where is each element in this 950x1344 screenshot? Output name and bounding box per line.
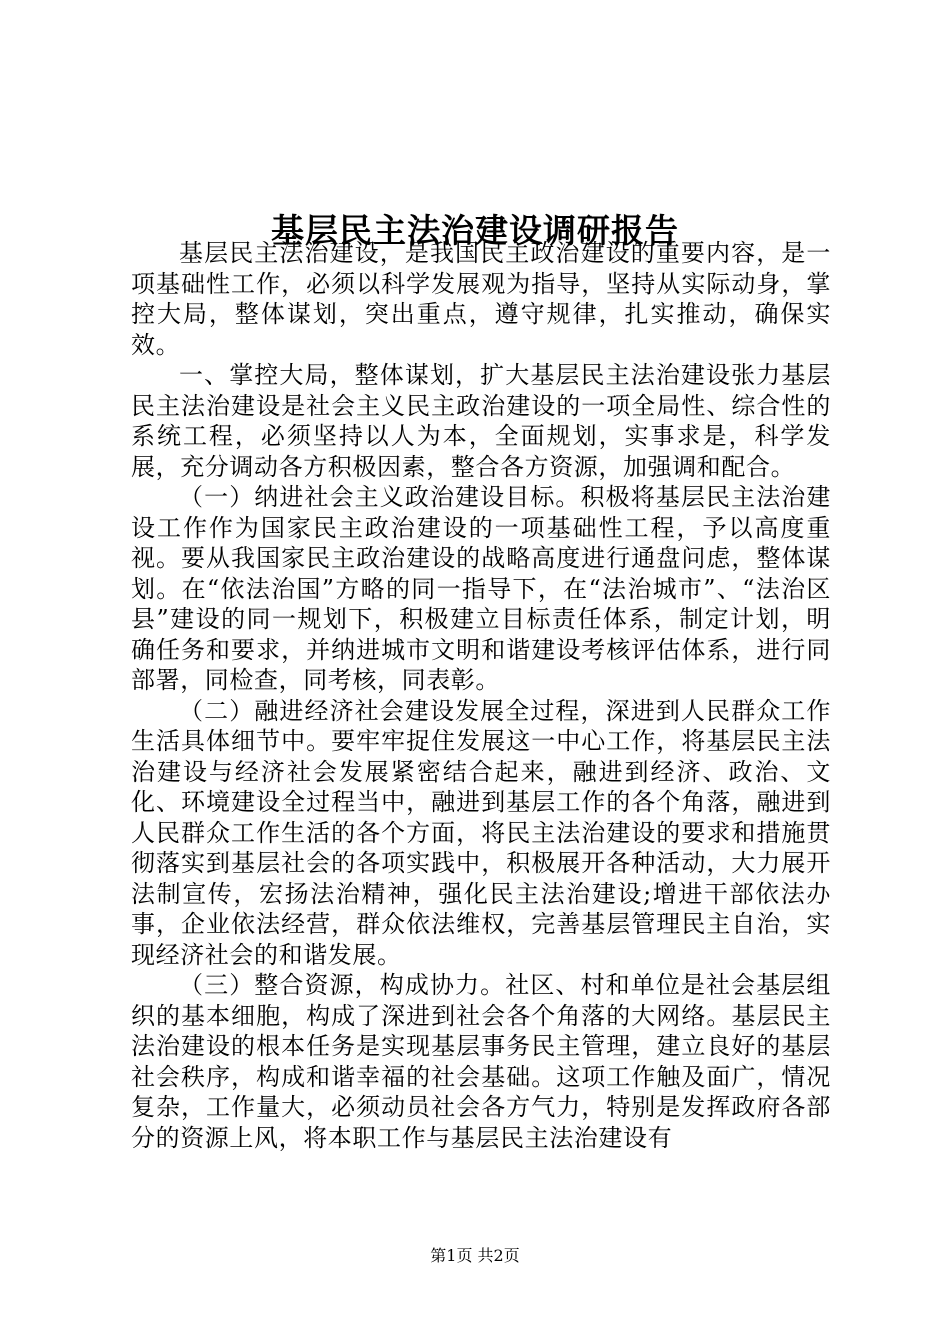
document-title: 基层民主法治建设调研报告 (271, 211, 679, 251)
document-body (131, 238, 831, 1153)
paragraph-subsection-2: （二）融进经济社会建设发展全过程，深进到人民群众工作生活具体细节中。要牢牢捉住发展这一中心工作，将基层民主法治建设与经济社会发展紧密结合起来，融进到经济、政治、文化、环境建设全过程当中，融进到基层工作的各个角落，融进到人民群众工作生活的各个方面，将民主法治建设的要求和措施贯彻落实到基层社会的各项实践中，积极展开各种活动，大力展开法制宣传，宏扬法治精神，强化民主法治建设;增进干部依法办事，企业依法经营，群众依法维权，完善基层管理民主自治，实现经济社会的和谐发展。 (131, 696, 831, 969)
paragraph-subsection-3: （三）整合资源，构成协力。社区、村和单位是社会基层组织的基本细胞，构成了深进到社会各个角落的大网络。基层民主法治建设的根本任务是实现基层事务民主管理，建立良好的基层社会秩序，构成和谐幸福的社会基础。这项工作触及面广，情况复杂，工作量大，必须动员社会各方气力，特别是发挥政府各部分的资源上风，将本职工作与基层民主法治建设有 (131, 971, 831, 1152)
page-footer: 第1页 共2页 (430, 1246, 520, 1265)
paragraph-subsection-1: （一）纳进社会主义政治建设目标。积极将基层民主法治建设工作作为国家民主政治建设的一项基础性工程，予以高度重视。要从我国家民主政治建设的战略高度进行通盘问虑，整体谋划。在“依法治国”方略的同一指导下，在“法治城市”、“法治区县”建设的同一规划下，积极建立目标责任体系，制定计划，明确任务和要求，并纳进城市文明和谐建设考核评估体系，进行同部署，同检查，同考核，同表彰。 (131, 483, 831, 694)
paragraph-section-1: 一、掌控大局，整体谋划，扩大基层民主法治建设张力基层民主法治建设是社会主义民主政治建设的一项全局性、综合性的系统工程，必须坚持以人为本，全面规划，实事求是，科学发展，充分调动各方积极因素，整合各方资源，加强调和配合。 (131, 361, 831, 481)
paragraph-intro: 基层民主法治建设，是我国民主政治建设的重要内容，是一项基础性工作，必须以科学发展观为指导，坚持从实际动身，掌控大局，整体谋划，突出重点，遵守规律，扎实推动，确保实效。 (131, 239, 831, 359)
